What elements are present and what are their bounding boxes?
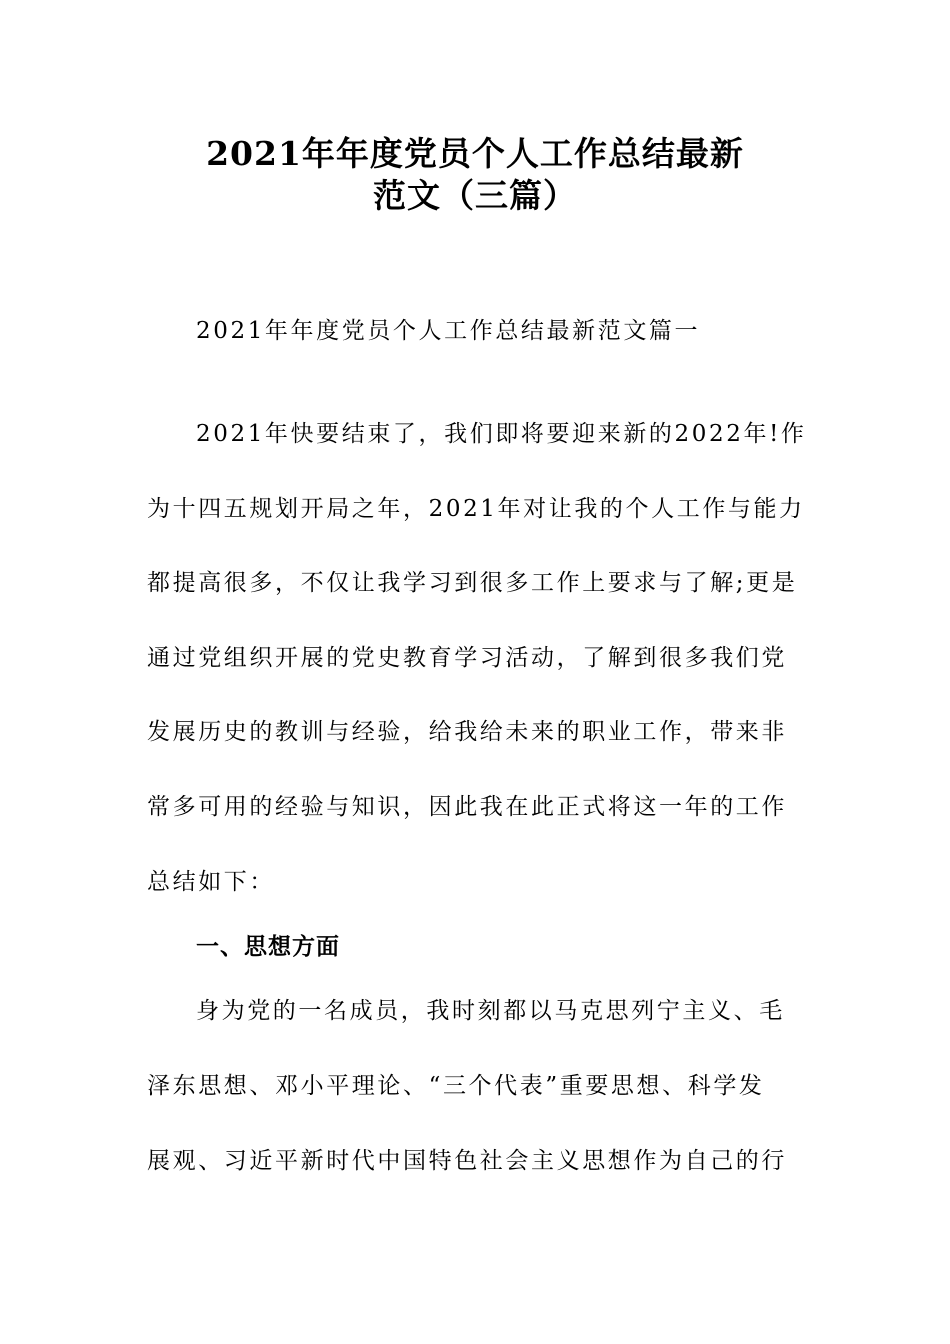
paragraph-line: 常多可用的经验与知识，因此我在此正式将这一年的工作 (147, 794, 787, 820)
paragraph-line: 都提高很多，不仅让我学习到很多工作上要求与了解;更是 (147, 570, 798, 596)
paragraph-line: 泽东思想、邓小平理论、“三个代表”重要思想、科学发 (147, 1073, 765, 1099)
paragraph-line: 总结如下： (147, 869, 275, 895)
section-heading: 2021年年度党员个人工作总结最新范文篇一 (196, 318, 701, 344)
paragraph-line: 通过党组织开展的党史教育学习活动，了解到很多我们党 (147, 645, 787, 671)
subheading: 一、思想方面 (196, 933, 340, 960)
paragraph-line: 为十四五规划开局之年，2021年对让我的个人工作与能力 (147, 496, 805, 522)
paragraph-line: 展观、习近平新时代中国特色社会主义思想作为自己的行 (147, 1148, 787, 1174)
document-title-line-2: 范文（三篇） (373, 176, 577, 215)
paragraph-line: 发展历史的教训与经验，给我给未来的职业工作，带来非 (147, 719, 787, 745)
paragraph-line: 2021年快要结束了，我们即将要迎来新的2022年!作 (196, 421, 807, 447)
paragraph-line: 身为党的一名成员，我时刻都以马克思列宁主义、毛 (196, 998, 785, 1024)
document-title-line-1: 2021年年度党员个人工作总结最新 (206, 134, 744, 173)
